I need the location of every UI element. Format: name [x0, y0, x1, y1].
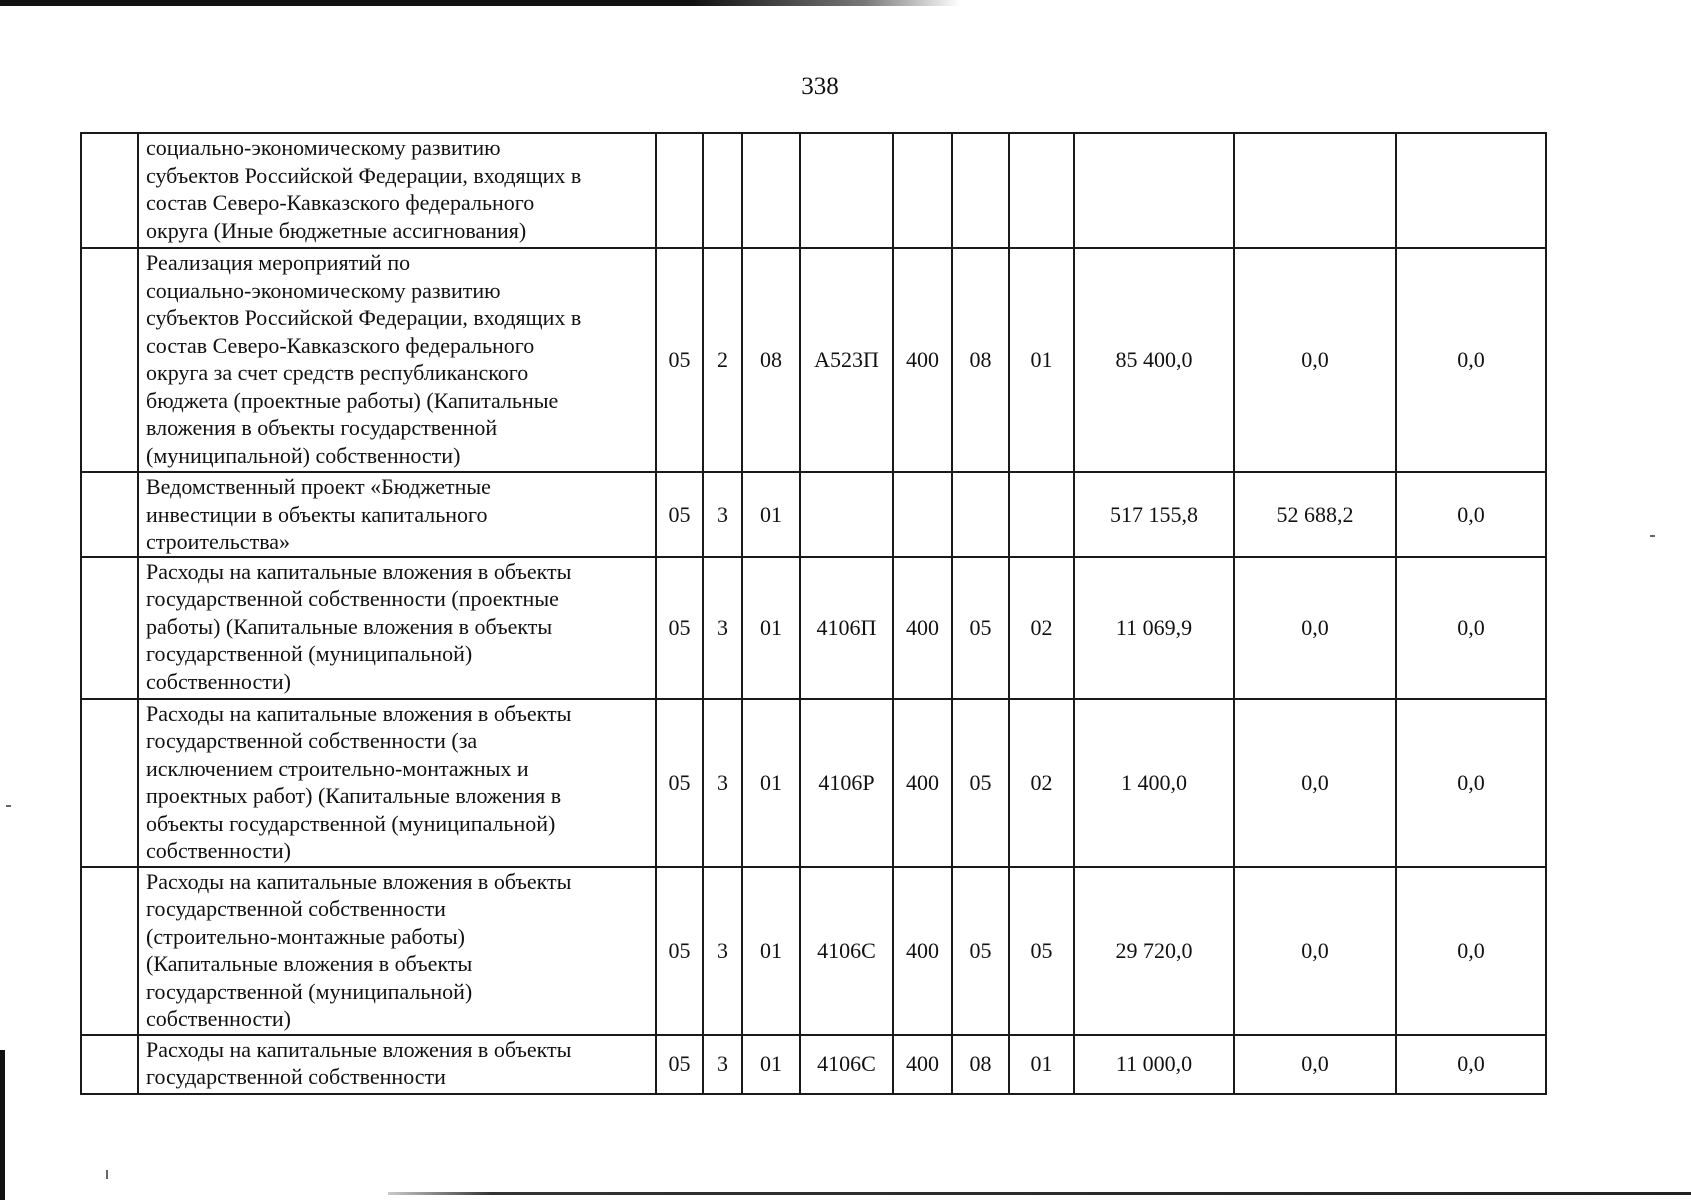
code-cell-c1 [656, 133, 703, 248]
code-cell-c1: 05 [656, 248, 703, 472]
code-cell-c4: А523П [800, 248, 893, 472]
item-name-line: Расходы на капитальные вложения в объекты [146, 868, 572, 894]
amount-cell-s1: 11 069,9 [1074, 557, 1234, 699]
item-name-line: Реализация мероприятий по [146, 250, 411, 275]
page-number: 338 [801, 73, 839, 100]
row-number-cell [81, 472, 138, 557]
item-name-cell [138, 472, 656, 557]
item-name-line: работы) (Капитальные вложения в объекты [146, 613, 553, 639]
code-cell-c5: 400 [893, 1035, 952, 1094]
code-cell-c4 [800, 472, 893, 557]
item-name-line: Расходы на капитальные вложения в объекты [146, 1036, 572, 1062]
item-name-line: проектных работ) (Капитальные вложения в [146, 783, 562, 808]
table-row [81, 557, 1546, 699]
item-name-line: состав Северо-Кавказского федерального [146, 190, 535, 215]
code-cell-c4 [800, 133, 893, 248]
item-name-cell [138, 557, 656, 699]
budget-table [80, 132, 1547, 1095]
code-cell-c4: 4106С [800, 1035, 893, 1094]
code-cell-c2: 3 [703, 1035, 742, 1094]
code-cell-c5: 400 [893, 248, 952, 472]
code-cell-c6: 05 [952, 867, 1009, 1035]
code-cell-c2 [703, 133, 742, 248]
item-name-cell [138, 1035, 656, 1094]
item-name-line: государственной собственности (проектные [146, 586, 559, 611]
amount-cell-s3: 0,0 [1396, 248, 1546, 472]
code-cell-c7: 02 [1009, 557, 1074, 699]
amount-cell-s1: 85 400,0 [1074, 248, 1234, 472]
code-cell-c3: 01 [742, 472, 800, 557]
item-name-line: инвестиции в объекты капитального [146, 501, 488, 527]
item-name-line: субъектов Российской Федерации, входящих в [146, 305, 582, 330]
code-cell-c5 [893, 133, 952, 248]
item-name-line: государственной собственности [146, 896, 446, 921]
item-name-line: собственности) [146, 668, 291, 694]
amount-cell-s3: 0,0 [1396, 557, 1546, 699]
code-cell-c1: 05 [656, 699, 703, 867]
code-cell-c3: 08 [742, 248, 800, 472]
item-name-cell [138, 133, 656, 248]
amount-cell-s1: 11 000,0 [1074, 1035, 1234, 1094]
code-cell-c5: 400 [893, 557, 952, 699]
row-number-cell [81, 248, 138, 472]
scan-speck [1650, 535, 1655, 537]
item-name-line: Расходы на капитальные вложения в объекты [146, 700, 572, 726]
code-cell-c2: 3 [703, 867, 742, 1035]
code-cell-c7 [1009, 472, 1074, 557]
scan-speck [6, 805, 11, 807]
amount-cell-s1 [1074, 133, 1234, 248]
amount-cell-s2 [1234, 133, 1396, 248]
item-name-line: государственной собственности (за [146, 728, 478, 753]
item-name-line: собственности) [146, 1006, 291, 1031]
code-cell-c7: 02 [1009, 699, 1074, 867]
code-cell-c2: 3 [703, 472, 742, 557]
code-cell-c6: 08 [952, 248, 1009, 472]
item-name-line: округа за счет средств республиканского [146, 360, 529, 385]
table-row [81, 1035, 1546, 1094]
amount-cell-s3: 0,0 [1396, 1035, 1546, 1094]
scan-bottom-rule [388, 1192, 1691, 1195]
row-number-cell [81, 557, 138, 699]
code-cell-c6: 05 [952, 557, 1009, 699]
amount-cell-s3: 0,0 [1396, 867, 1546, 1035]
code-cell-c7: 01 [1009, 248, 1074, 472]
code-cell-c6 [952, 472, 1009, 557]
item-name-cell [138, 699, 656, 867]
item-name-line: состав Северо-Кавказского федерального [146, 332, 535, 358]
code-cell-c1: 05 [656, 867, 703, 1035]
code-cell-c5: 400 [893, 867, 952, 1035]
amount-cell-s2: 0,0 [1234, 1035, 1396, 1094]
code-cell-c3: 01 [742, 699, 800, 867]
item-name-line: (Капитальные вложения в объекты [146, 951, 473, 976]
amount-cell-s3: 0,0 [1396, 472, 1546, 557]
item-name-line: (строительно-монтажные работы) [146, 923, 465, 949]
item-name-line: округа (Иные бюджетные ассигнования) [146, 217, 527, 243]
amount-cell-s1: 29 720,0 [1074, 867, 1234, 1035]
amount-cell-s3: 0,0 [1396, 699, 1546, 867]
table-row [81, 699, 1546, 867]
item-name-line: государственной (муниципальной) [146, 641, 473, 666]
table-row [81, 133, 1546, 248]
code-cell-c6 [952, 133, 1009, 248]
item-name-cell [138, 248, 656, 472]
table-row [81, 472, 1546, 557]
scan-speck [106, 1170, 108, 1179]
code-cell-c7 [1009, 133, 1074, 248]
code-cell-c4: 4106С [800, 867, 893, 1035]
item-name-cell [138, 867, 656, 1035]
code-cell-c4: 4106Р [800, 699, 893, 867]
item-name-line: государственной (муниципальной) [146, 978, 473, 1004]
code-cell-c2: 2 [703, 248, 742, 472]
amount-cell-s2: 0,0 [1234, 248, 1396, 472]
code-cell-c1: 05 [656, 1035, 703, 1094]
item-name-line: собственности) [146, 838, 291, 863]
row-number-cell [81, 133, 138, 248]
row-number-cell [81, 867, 138, 1035]
code-cell-c4: 4106П [800, 557, 893, 699]
code-cell-c2: 3 [703, 557, 742, 699]
table-row [81, 867, 1546, 1035]
amount-cell-s1: 517 155,8 [1074, 472, 1234, 557]
code-cell-c5: 400 [893, 699, 952, 867]
table-row [81, 248, 1546, 472]
code-cell-c7: 05 [1009, 867, 1074, 1035]
code-cell-c2: 3 [703, 699, 742, 867]
item-name-line: социально-экономическому развитию [146, 277, 501, 303]
code-cell-c3: 01 [742, 1035, 800, 1094]
item-name-line: исключением строительно-монтажных и [146, 755, 529, 781]
row-number-cell [81, 1035, 138, 1094]
amount-cell-s2: 0,0 [1234, 557, 1396, 699]
amount-cell-s2: 52 688,2 [1234, 472, 1396, 557]
code-cell-c1: 05 [656, 472, 703, 557]
item-name-line: объекты государственной (муниципальной) [146, 810, 556, 836]
amount-cell-s1: 1 400,0 [1074, 699, 1234, 867]
scan-top-rule [0, 0, 960, 6]
item-name-line: строительства» [146, 529, 291, 554]
row-number-cell [81, 699, 138, 867]
code-cell-c1: 05 [656, 557, 703, 699]
code-cell-c7: 01 [1009, 1035, 1074, 1094]
code-cell-c3: 01 [742, 557, 800, 699]
item-name-line: (муниципальной) собственности) [146, 442, 461, 468]
code-cell-c3 [742, 133, 800, 248]
code-cell-c6: 08 [952, 1035, 1009, 1094]
item-name-line: бюджета (проектные работы) (Капитальные [146, 387, 559, 413]
amount-cell-s2: 0,0 [1234, 699, 1396, 867]
item-name-line: Ведомственный проект «Бюджетные [146, 474, 491, 499]
item-name-line: Расходы на капитальные вложения в объекты [146, 558, 572, 584]
code-cell-c6: 05 [952, 699, 1009, 867]
code-cell-c3: 01 [742, 867, 800, 1035]
amount-cell-s3 [1396, 133, 1546, 248]
item-name-line: государственной собственности [146, 1064, 446, 1089]
item-name-line: социально-экономическому развитию [146, 135, 501, 160]
code-cell-c5 [893, 472, 952, 557]
item-name-line: вложения в объекты государственной [146, 415, 498, 440]
amount-cell-s2: 0,0 [1234, 867, 1396, 1035]
item-name-line: субъектов Российской Федерации, входящих в [146, 162, 582, 188]
scan-left-edge [0, 1050, 5, 1200]
